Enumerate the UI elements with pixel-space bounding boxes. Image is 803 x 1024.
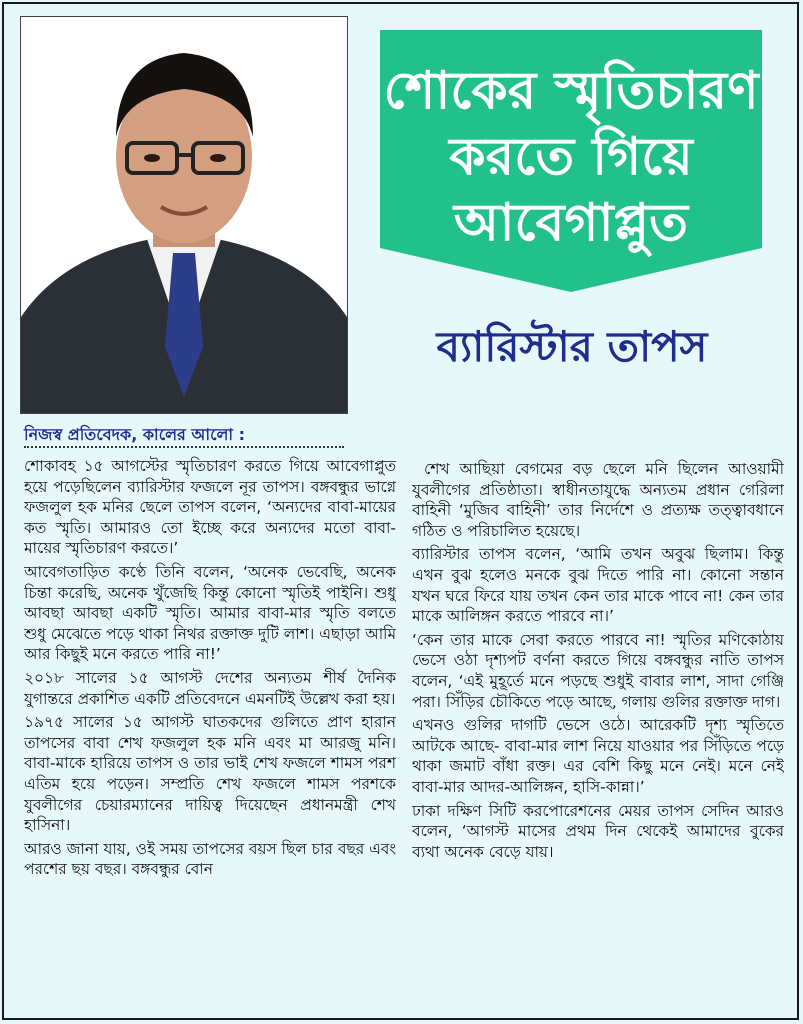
paragraph: ব্যারিস্টার তাপস বলেন, ‘আমি তখন অবুঝ ছিলাম। কিন্তু এখন বুঝ হলেও মনকে বুঝ দিতে পারি না। কোনো সন্তান যখন ঘরে ফিরে যায় তখন কেন তার মাকে পাবে না! কেন তার মাকে আলিঙ্গন করতে পারবে না।’ [412,545,784,626]
portrait-photo [20,16,348,414]
headline-line-3: আবেগাপ্লুত [453,193,689,253]
newspaper-clipping [2,2,799,1020]
headline-banner [380,30,762,292]
paragraph: শোকাবহ ১৫ আগস্টের স্মৃতিচারণ করতে গিয়ে আবেগাপ্লুত হয়ে পড়েছিলেন ব্যারিস্টার ফজলে নূর তাপস। বঙ্গবন্ধুর ভাগ্নে ফজলুল হক মনির ছেলে তাপস বলেন, ‘অন্যদের বাবা-মায়ের কত স্মৃতি। আমারও তো ইচ্ছে করে অন্যদের মতো বাবা-মায়ের স্মৃতিচারণ করতে।’ [24,457,396,558]
paragraph: ঢাকা দক্ষিণ সিটি করপোরেশনের মেয়র তাপস সেদিন আরও বলেন, ‘আগস্ট মাসের প্রথম দিন থেকেই আমাদের বুকের ব্যথা অনেক বেড়ে যায়। [412,801,784,861]
byline: নিজস্ব প্রতিবেদক, কালের আলো : [24,425,246,444]
dotted-divider [24,446,344,448]
paragraph: ১৯৭৫ সালের ১৫ আগস্ট ঘাতকদের গুলিতে প্রাণ হারান তাপসের বাবা শেখ ফজলুল হক মনি এবং মা আরজু মনি। বাবা-মাকে হারিয়ে তাপস ও তার ভাই শেখ ফজলে শামস পরশ এতিম হয়ে পড়েন। সম্প্রতি শেখ ফজলে শামস পরশকে যুবলীগের চেয়ারম্যানের দায়িত্ব দিয়েছেন প্রধানমন্ত্রী শেখ হাসিনা। [24,713,396,835]
left-column [24,456,396,1016]
author-name: ব্যারিস্টার তাপস [436,322,708,371]
portrait-icon [21,17,347,413]
right-column [412,459,784,1019]
paragraph: এখনও গুলির দাগটি ভেসে ওঠে। আরেকটি দৃশ্য স্মৃতিতে আটকে আছে- বাবা-মার লাশ নিয়ে যাওয়ার পর সিঁড়িতে পড়ে থাকা জমাট বাঁধা রক্ত। এর বেশি কিছু মনে নেই। মনে নেই বাবা-মার আদর-আলিঙ্গন, হাসি-কান্না।’ [412,716,784,796]
headline [380,58,762,256]
headline-line-2: করতে গিয়ে [449,127,693,187]
headline-line-1: শোকের স্মৃতিচারণ [383,61,759,121]
paragraph: আবেগতাড়িত কণ্ঠে তিনি বলেন, ‘অনেক ভেবেছি, অনেক চিন্তা করেছি, অনেক খুঁজেছি কিন্তু কোনো স্মৃতিই পাইনি। শুধু আবছা আবছা একটি স্মৃতি। আমার বাবা-মার স্মৃতি বলতে শুধু মেঝেতে পড়ে থাকা নিথর রক্তাক্ত দুটি লাশ। এছাড়া আমি আর কিছুই মনে করতে পারি না!’ [24,562,396,664]
paragraph: ‘কেন তার মাকে সেবা করতে পারবে না! স্মৃতির মণিকোঠায় ভেসে ওঠা দৃশ্যপট বর্ণনা করতে গিয়ে বঙ্গবন্ধুর নাতি তাপস বলেন, ‘এই মুহূর্তে মনে পড়ছে শুধুই বাবার লাশ, সাদা গেঞ্জি পরা। সিঁড়ির চৌকিতে পড়ে আছে, গলায় গুলির রক্তাক্ত দাগ। [412,630,784,711]
paragraph: আরও জানা যায়, ওই সময় তাপসের বয়স ছিল চার বছর এবং পরশের ছয় বছর। বঙ্গবন্ধুর বোন [24,839,396,879]
paragraph: শেখ আছিয়া বেগমের বড় ছেলে মনি ছিলেন আওয়ামী যুবলীগের প্রতিষ্ঠাতা। স্বাধীনতাযুদ্ধে অন্যতম প্রধান গেরিলা বাহিনী ‘মুজিব বাহিনী’ তার নির্দেশে ও প্রত্যক্ষ তত্ত্বাবধানে গঠিত ও পরিচালিত হয়েছে। [412,460,784,540]
paragraph: ২০১৮ সালের ১৫ আগস্ট দেশের অন্যতম শীর্ষ দৈনিক যুগান্তরে প্রকাশিত একটি প্রতিবেদনে এমনটিই উল্লেখ করা হয়। [24,668,396,708]
